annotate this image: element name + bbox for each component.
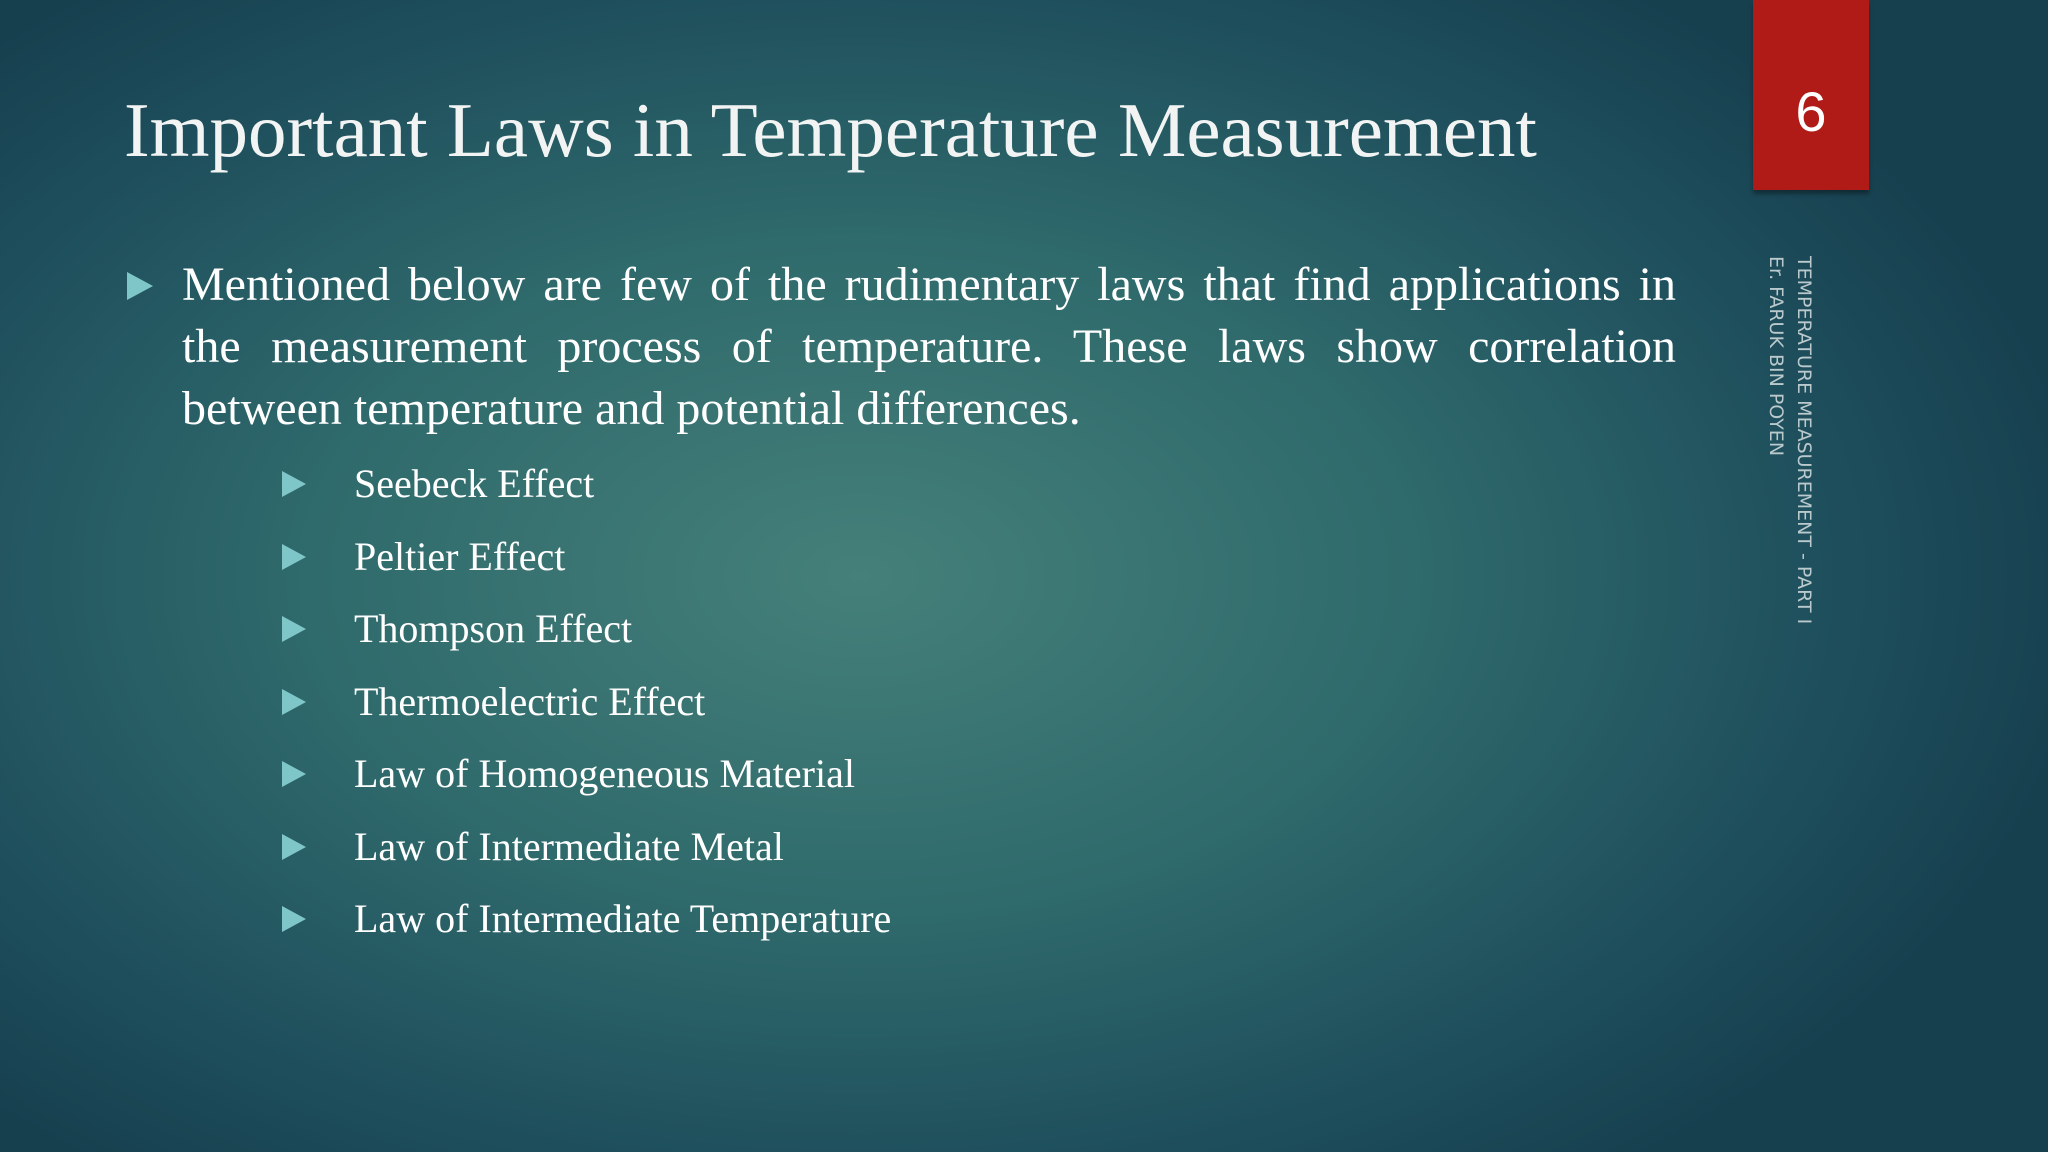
sub-bullet-label: Law of Intermediate Metal [354,823,784,869]
triangle-right-icon [282,471,306,497]
page-number-badge [1753,0,1869,190]
triangle-right-icon [282,761,306,787]
sub-bullet-label: Law of Intermediate Temperature [354,896,892,941]
main-bullet-text: Mentioned below are few of the rudimentary laws that find applications in the measurement process of temperature. These laws show correlation between temperature and potential differences. [182,258,1676,435]
triangle-right-icon [282,834,306,860]
triangle-right-icon [282,906,306,932]
side-footer-title: TEMPERATURE MEASUREMENT - PART I [1793,256,1815,625]
main-bullet [124,254,1676,440]
sub-bullet-label: Law of Homogeneous Material [354,751,855,796]
sub-bullet-label: Peltier Effect [354,533,566,579]
slide-title: Important Laws in Temperature Measurement [124,87,1537,173]
triangle-right-icon [282,544,306,570]
sub-bullet-label: Thermoelectric Effect [354,678,706,724]
sub-bullet-label: Seebeck Effect [354,461,595,506]
triangle-right-icon [127,272,153,300]
triangle-right-icon [282,689,306,715]
triangle-right-icon [282,616,306,642]
page-number: 6 [1795,80,1827,143]
sub-bullet-label: Thompson Effect [354,606,633,651]
side-footer-author: Er. FARUK BIN POYEN [1765,256,1787,457]
side-footer-text [1762,256,1818,624]
